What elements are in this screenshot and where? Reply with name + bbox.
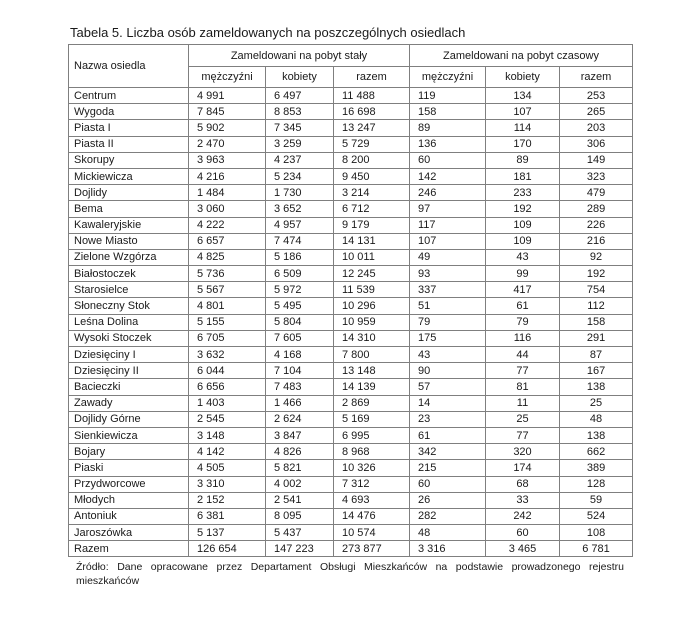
temporary-men: 51 — [410, 298, 486, 314]
district-name: Antoniuk — [69, 508, 189, 524]
temporary-total: 149 — [560, 152, 633, 168]
table-row — [69, 233, 633, 249]
temporary-women: 116 — [486, 330, 560, 346]
permanent-total: 6 995 — [334, 427, 410, 443]
permanent-men: 4 991 — [189, 88, 266, 104]
temporary-men: 93 — [410, 266, 486, 282]
table-row — [69, 363, 633, 379]
permanent-total: 8 200 — [334, 152, 410, 168]
temporary-total: 479 — [560, 185, 633, 201]
permanent-women: 2 541 — [266, 492, 334, 508]
temporary-men: 43 — [410, 347, 486, 363]
table-row — [69, 185, 633, 201]
source-note: Źródło: Dane opracowane przez Departament Obsługi Mieszkańców na podstawie prowadzonego rejestru mieszkańców — [76, 561, 624, 588]
total-permanent-women: 147 223 — [266, 541, 334, 557]
permanent-men: 6 705 — [189, 330, 266, 346]
permanent-men: 6 656 — [189, 379, 266, 395]
temporary-total: 138 — [560, 427, 633, 443]
district-name: Dojlidy Górne — [69, 411, 189, 427]
district-name: Dziesięciny I — [69, 347, 189, 363]
temporary-total: 524 — [560, 508, 633, 524]
temporary-total: 289 — [560, 201, 633, 217]
table-row — [69, 314, 633, 330]
permanent-total: 5 729 — [334, 136, 410, 152]
permanent-total: 16 698 — [334, 104, 410, 120]
temporary-women: 61 — [486, 298, 560, 314]
temporary-total: 48 — [560, 411, 633, 427]
permanent-men: 5 736 — [189, 266, 266, 282]
temporary-men: 97 — [410, 201, 486, 217]
temporary-total: 203 — [560, 120, 633, 136]
temporary-total: 138 — [560, 379, 633, 395]
temporary-women: 114 — [486, 120, 560, 136]
district-name: Mickiewicza — [69, 168, 189, 184]
permanent-men: 3 148 — [189, 427, 266, 443]
permanent-total: 13 247 — [334, 120, 410, 136]
table-title: Tabela 5. Liczba osób zameldowanych na poszczególnych osiedlach — [70, 25, 466, 40]
temporary-women: 11 — [486, 395, 560, 411]
table-row — [69, 88, 633, 104]
temporary-women: 170 — [486, 136, 560, 152]
temporary-women: 109 — [486, 233, 560, 249]
permanent-total: 3 214 — [334, 185, 410, 201]
permanent-total: 8 968 — [334, 444, 410, 460]
temporary-total: 25 — [560, 395, 633, 411]
permanent-women: 3 847 — [266, 427, 334, 443]
temporary-total: 92 — [560, 249, 633, 265]
district-name: Kawaleryjskie — [69, 217, 189, 233]
temporary-total: 87 — [560, 347, 633, 363]
district-name: Starosielce — [69, 282, 189, 298]
temporary-women: 174 — [486, 460, 560, 476]
temporary-men: 119 — [410, 88, 486, 104]
table-body — [69, 88, 633, 541]
permanent-total: 14 131 — [334, 233, 410, 249]
temporary-men: 26 — [410, 492, 486, 508]
total-row — [69, 541, 633, 557]
temporary-total: 158 — [560, 314, 633, 330]
temporary-men: 90 — [410, 363, 486, 379]
table-row — [69, 427, 633, 443]
temporary-men: 342 — [410, 444, 486, 460]
permanent-women: 7 474 — [266, 233, 334, 249]
permanent-total: 10 959 — [334, 314, 410, 330]
table-row — [69, 298, 633, 314]
table-row — [69, 411, 633, 427]
permanent-total: 10 326 — [334, 460, 410, 476]
permanent-women: 1 466 — [266, 395, 334, 411]
table-row — [69, 525, 633, 541]
temporary-women: 81 — [486, 379, 560, 395]
district-name: Bacieczki — [69, 379, 189, 395]
temporary-total: 108 — [560, 525, 633, 541]
total-temporary-sum: 6 781 — [560, 541, 633, 557]
permanent-women: 4 002 — [266, 476, 334, 492]
total-temporary-women: 3 465 — [486, 541, 560, 557]
table-row — [69, 266, 633, 282]
temporary-total: 754 — [560, 282, 633, 298]
temporary-women: 109 — [486, 217, 560, 233]
document-page — [68, 24, 632, 588]
district-name: Słoneczny Stok — [69, 298, 189, 314]
temporary-men: 48 — [410, 525, 486, 541]
permanent-total: 11 539 — [334, 282, 410, 298]
table-row — [69, 136, 633, 152]
permanent-men: 3 060 — [189, 201, 266, 217]
temporary-men: 61 — [410, 427, 486, 443]
permanent-men: 4 801 — [189, 298, 266, 314]
district-name: Nowe Miasto — [69, 233, 189, 249]
temporary-men: 89 — [410, 120, 486, 136]
temporary-men: 175 — [410, 330, 486, 346]
table-row — [69, 379, 633, 395]
temporary-men: 337 — [410, 282, 486, 298]
permanent-women: 5 804 — [266, 314, 334, 330]
permanent-men: 4 222 — [189, 217, 266, 233]
temporary-women: 320 — [486, 444, 560, 460]
district-name: Białostoczek — [69, 266, 189, 282]
district-name: Wygoda — [69, 104, 189, 120]
temporary-men: 142 — [410, 168, 486, 184]
temporary-men: 282 — [410, 508, 486, 524]
temporary-total: 128 — [560, 476, 633, 492]
permanent-total: 12 245 — [334, 266, 410, 282]
temporary-women: 134 — [486, 88, 560, 104]
permanent-men: 6 044 — [189, 363, 266, 379]
permanent-women: 3 652 — [266, 201, 334, 217]
table-row — [69, 460, 633, 476]
header-temporary: Zameldowani na pobyt czasowy — [410, 45, 633, 67]
total-label: Razem — [69, 541, 189, 557]
permanent-women: 2 624 — [266, 411, 334, 427]
header-temporary-women: kobiety — [486, 67, 560, 88]
table-row — [69, 492, 633, 508]
table-row — [69, 282, 633, 298]
temporary-women: 242 — [486, 508, 560, 524]
district-name: Jaroszówka — [69, 525, 189, 541]
permanent-men: 2 545 — [189, 411, 266, 427]
temporary-women: 89 — [486, 152, 560, 168]
temporary-women: 79 — [486, 314, 560, 330]
district-name: Piasta II — [69, 136, 189, 152]
permanent-total: 14 139 — [334, 379, 410, 395]
district-name: Sienkiewicza — [69, 427, 189, 443]
table-row — [69, 120, 633, 136]
permanent-total: 4 693 — [334, 492, 410, 508]
temporary-total: 389 — [560, 460, 633, 476]
table-row — [69, 508, 633, 524]
district-name: Zielone Wzgórza — [69, 249, 189, 265]
temporary-total: 253 — [560, 88, 633, 104]
permanent-women: 6 509 — [266, 266, 334, 282]
temporary-women: 33 — [486, 492, 560, 508]
permanent-total: 2 869 — [334, 395, 410, 411]
total-permanent-men: 126 654 — [189, 541, 266, 557]
header-permanent-men: mężczyźni — [189, 67, 266, 88]
temporary-total: 167 — [560, 363, 633, 379]
temporary-men: 158 — [410, 104, 486, 120]
table-row — [69, 201, 633, 217]
total-temporary-men: 3 316 — [410, 541, 486, 557]
temporary-women: 192 — [486, 201, 560, 217]
district-name: Leśna Dolina — [69, 314, 189, 330]
permanent-women: 4 957 — [266, 217, 334, 233]
table-row — [69, 347, 633, 363]
permanent-men: 1 403 — [189, 395, 266, 411]
permanent-women: 1 730 — [266, 185, 334, 201]
temporary-women: 25 — [486, 411, 560, 427]
district-name: Zawady — [69, 395, 189, 411]
permanent-men: 4 216 — [189, 168, 266, 184]
temporary-women: 60 — [486, 525, 560, 541]
header-name: Nazwa osiedla — [69, 45, 189, 88]
table-row — [69, 395, 633, 411]
total-permanent-sum: 273 877 — [334, 541, 410, 557]
temporary-women: 43 — [486, 249, 560, 265]
temporary-men: 60 — [410, 152, 486, 168]
temporary-women: 417 — [486, 282, 560, 298]
header-permanent-total: razem — [334, 67, 410, 88]
permanent-men: 5 902 — [189, 120, 266, 136]
permanent-total: 9 179 — [334, 217, 410, 233]
permanent-men: 4 825 — [189, 249, 266, 265]
temporary-total: 291 — [560, 330, 633, 346]
temporary-total: 216 — [560, 233, 633, 249]
temporary-men: 107 — [410, 233, 486, 249]
permanent-men: 7 845 — [189, 104, 266, 120]
temporary-men: 79 — [410, 314, 486, 330]
permanent-men: 1 484 — [189, 185, 266, 201]
temporary-men: 117 — [410, 217, 486, 233]
permanent-men: 5 155 — [189, 314, 266, 330]
district-name: Centrum — [69, 88, 189, 104]
district-name: Przydworcowe — [69, 476, 189, 492]
table-row — [69, 217, 633, 233]
permanent-women: 5 495 — [266, 298, 334, 314]
temporary-women: 181 — [486, 168, 560, 184]
temporary-men: 57 — [410, 379, 486, 395]
permanent-total: 7 800 — [334, 347, 410, 363]
permanent-women: 3 259 — [266, 136, 334, 152]
permanent-women: 7 104 — [266, 363, 334, 379]
temporary-total: 323 — [560, 168, 633, 184]
district-name: Dojlidy — [69, 185, 189, 201]
permanent-men: 3 310 — [189, 476, 266, 492]
temporary-total: 662 — [560, 444, 633, 460]
permanent-women: 7 605 — [266, 330, 334, 346]
temporary-total: 192 — [560, 266, 633, 282]
permanent-men: 6 381 — [189, 508, 266, 524]
temporary-total: 59 — [560, 492, 633, 508]
district-name: Piasta I — [69, 120, 189, 136]
district-name: Bojary — [69, 444, 189, 460]
permanent-total: 11 488 — [334, 88, 410, 104]
permanent-women: 5 972 — [266, 282, 334, 298]
permanent-women: 5 234 — [266, 168, 334, 184]
permanent-men: 4 142 — [189, 444, 266, 460]
temporary-women: 107 — [486, 104, 560, 120]
permanent-total: 9 450 — [334, 168, 410, 184]
district-name: Wysoki Stoczek — [69, 330, 189, 346]
temporary-women: 233 — [486, 185, 560, 201]
temporary-women: 68 — [486, 476, 560, 492]
district-name: Dziesięciny II — [69, 363, 189, 379]
permanent-men: 3 963 — [189, 152, 266, 168]
temporary-women: 77 — [486, 427, 560, 443]
district-name: Bema — [69, 201, 189, 217]
permanent-women: 8 095 — [266, 508, 334, 524]
temporary-total: 306 — [560, 136, 633, 152]
permanent-women: 4 168 — [266, 347, 334, 363]
permanent-women: 8 853 — [266, 104, 334, 120]
temporary-women: 77 — [486, 363, 560, 379]
permanent-men: 5 567 — [189, 282, 266, 298]
permanent-women: 5 186 — [266, 249, 334, 265]
temporary-men: 49 — [410, 249, 486, 265]
permanent-women: 7 345 — [266, 120, 334, 136]
temporary-total: 226 — [560, 217, 633, 233]
permanent-total: 5 169 — [334, 411, 410, 427]
temporary-women: 44 — [486, 347, 560, 363]
permanent-men: 4 505 — [189, 460, 266, 476]
district-name: Młodych — [69, 492, 189, 508]
permanent-women: 6 497 — [266, 88, 334, 104]
temporary-total: 265 — [560, 104, 633, 120]
permanent-men: 2 470 — [189, 136, 266, 152]
temporary-men: 215 — [410, 460, 486, 476]
district-name: Skorupy — [69, 152, 189, 168]
permanent-total: 10 296 — [334, 298, 410, 314]
table-row — [69, 168, 633, 184]
permanent-women: 4 826 — [266, 444, 334, 460]
table-row — [69, 476, 633, 492]
temporary-total: 112 — [560, 298, 633, 314]
permanent-total: 6 712 — [334, 201, 410, 217]
residents-table — [68, 44, 633, 557]
permanent-total: 13 148 — [334, 363, 410, 379]
header-permanent-women: kobiety — [266, 67, 334, 88]
permanent-total: 10 574 — [334, 525, 410, 541]
permanent-total: 14 310 — [334, 330, 410, 346]
temporary-men: 136 — [410, 136, 486, 152]
permanent-women: 5 437 — [266, 525, 334, 541]
permanent-women: 7 483 — [266, 379, 334, 395]
permanent-women: 5 821 — [266, 460, 334, 476]
temporary-men: 246 — [410, 185, 486, 201]
temporary-women: 99 — [486, 266, 560, 282]
permanent-men: 3 632 — [189, 347, 266, 363]
table-row — [69, 152, 633, 168]
table-row — [69, 444, 633, 460]
temporary-men: 14 — [410, 395, 486, 411]
table-row — [69, 104, 633, 120]
temporary-men: 60 — [410, 476, 486, 492]
header-temporary-total: razem — [560, 67, 633, 88]
district-name: Piaski — [69, 460, 189, 476]
permanent-men: 2 152 — [189, 492, 266, 508]
table-row — [69, 249, 633, 265]
header-temporary-men: mężczyźni — [410, 67, 486, 88]
temporary-men: 23 — [410, 411, 486, 427]
table-row — [69, 330, 633, 346]
permanent-total: 14 476 — [334, 508, 410, 524]
permanent-total: 7 312 — [334, 476, 410, 492]
permanent-total: 10 011 — [334, 249, 410, 265]
permanent-men: 6 657 — [189, 233, 266, 249]
permanent-men: 5 137 — [189, 525, 266, 541]
permanent-women: 4 237 — [266, 152, 334, 168]
header-permanent: Zameldowani na pobyt stały — [189, 45, 410, 67]
